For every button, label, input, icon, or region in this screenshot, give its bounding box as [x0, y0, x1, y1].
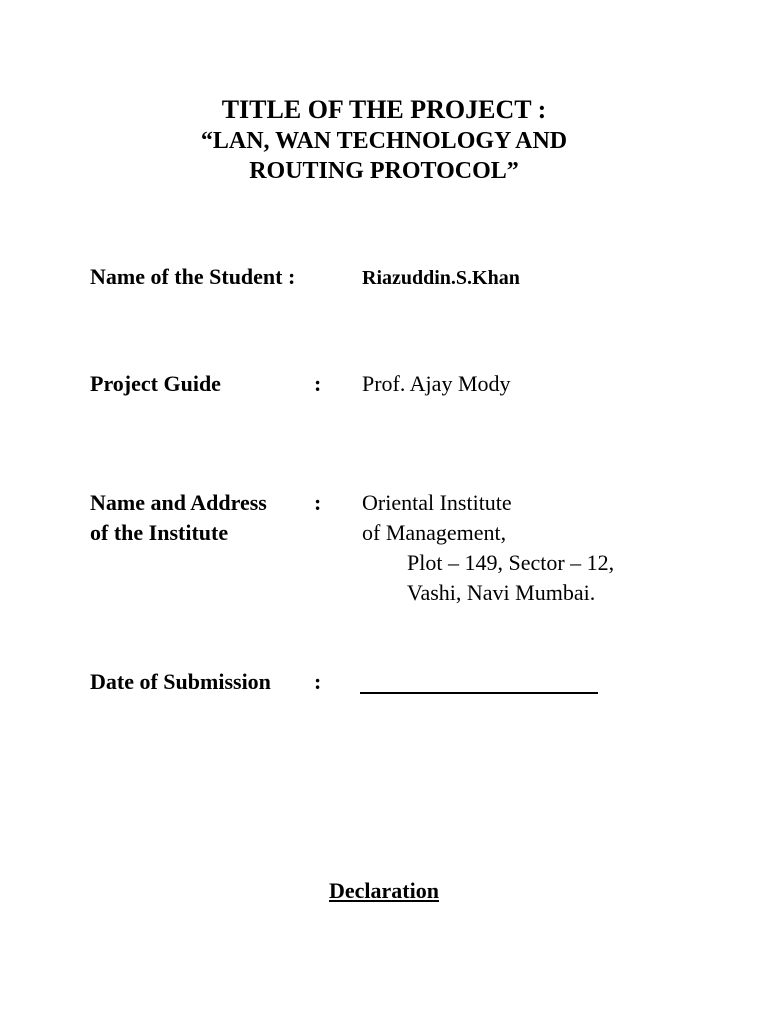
institute-label-line-2: of the Institute	[90, 520, 229, 545]
submission-date-colon: :	[314, 669, 322, 694]
institute-address-line-3: Plot – 149, Sector – 12,	[407, 550, 615, 575]
declaration-heading: Declaration	[329, 878, 439, 903]
title-heading: TITLE OF THE PROJECT :	[221, 95, 547, 124]
project-guide-colon: :	[314, 371, 322, 396]
submission-date-label: Date of Submission	[90, 669, 271, 694]
student-name-label: Name of the Student :	[90, 264, 296, 289]
institute-address-line-4: Vashi, Navi Mumbai.	[407, 580, 596, 605]
institute-label-line-1: Name and Address	[90, 490, 267, 515]
project-title-line-2: ROUTING PROTOCOL”	[249, 158, 519, 184]
project-title-line-1: “LAN, WAN TECHNOLOGY AND	[200, 128, 568, 154]
institute-colon: :	[314, 490, 322, 515]
project-guide-value: Prof. Ajay Mody	[362, 371, 511, 396]
student-name-value: Riazuddin.S.Khan	[362, 267, 520, 289]
institute-address-line-1: Oriental Institute	[362, 490, 512, 515]
institute-address-line-2: of Management,	[362, 520, 507, 545]
project-guide-label: Project Guide	[90, 371, 221, 396]
submission-date-blank-line	[360, 692, 598, 694]
